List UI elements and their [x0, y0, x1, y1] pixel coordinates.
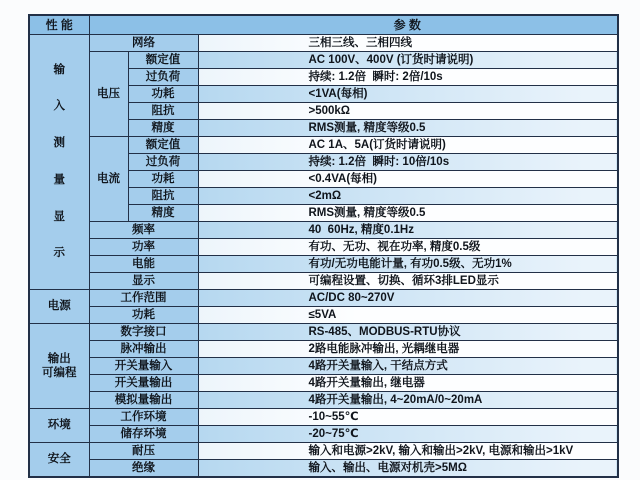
group-char: 量 [53, 173, 65, 186]
group-char: 显 [53, 210, 65, 223]
label-operating-env: 工作环境 [89, 408, 198, 425]
table-row [29, 306, 618, 323]
group-char: 输 [53, 63, 65, 76]
value-operating-env: -10~55℃ [198, 408, 618, 425]
label-analog-output: 模拟量输出 [89, 391, 198, 408]
label-storage-env: 储存环境 [89, 425, 198, 442]
table-row [29, 459, 618, 477]
group-char: 示 [53, 247, 65, 260]
value-digital-output: 4路开关量输出, 继电器 [198, 374, 618, 391]
value-voltage-consumption: <1VA(每相) [198, 85, 618, 102]
value-digital-input: 4路开关量输入, 干结点方式 [198, 357, 618, 374]
table-row [29, 442, 618, 459]
label-current-consumption: 功耗 [128, 170, 198, 187]
value-withstand-voltage: 输入和电源>2kV, 输入和输出>2kV, 电源和输出>1kV [198, 442, 618, 459]
group-current: 电流 [89, 136, 128, 221]
value-voltage-rated: AC 100V、400V (订货时请说明) [198, 51, 618, 68]
label-voltage-accuracy: 精度 [128, 119, 198, 136]
value-display: 可编程设置、切换、循环3排LED显示 [198, 272, 618, 289]
value-current-impedance: <2mΩ [198, 187, 618, 204]
value-analog-output: 4路开关量输出, 4~20mA/0~20mA [198, 391, 618, 408]
label-voltage-impedance: 阻抗 [128, 102, 198, 119]
label-display: 显示 [89, 272, 198, 289]
group-char: 测 [53, 137, 65, 150]
value-pulse-output: 2路电能脉冲输出, 光耦继电器 [198, 340, 618, 357]
table-row [29, 255, 618, 272]
label-voltage-overload: 过负荷 [128, 68, 198, 85]
table-row [29, 238, 618, 255]
group-output-programmable [29, 323, 89, 408]
table-row [29, 323, 618, 340]
label-current-rated: 额定值 [128, 136, 198, 153]
label-energy: 电能 [89, 255, 198, 272]
table-row [29, 391, 618, 408]
label-current-accuracy: 精度 [128, 204, 198, 221]
group-environment: 环境 [29, 408, 89, 442]
group-input-measure-display [29, 34, 89, 289]
value-insulation: 输入、输出、电源对机壳>5MΩ [198, 459, 618, 477]
header-performance: 性 能 [29, 15, 89, 34]
table-row [29, 374, 618, 391]
table-row [29, 272, 618, 289]
label-current-impedance: 阻抗 [128, 187, 198, 204]
label-supply-consumption: 功耗 [89, 306, 198, 323]
table-row [29, 408, 618, 425]
label-voltage-consumption: 功耗 [128, 85, 198, 102]
group-voltage: 电压 [89, 51, 128, 136]
value-frequency: 40 60Hz, 精度0.1Hz [198, 221, 618, 238]
label-supply-range: 工作范围 [89, 289, 198, 306]
header-row [29, 15, 618, 34]
label-current-overload: 过负荷 [128, 153, 198, 170]
table-row [29, 289, 618, 306]
group-output-line2: 可编程 [42, 366, 77, 379]
value-voltage-overload: 持续: 1.2倍 瞬时: 2倍/10s [198, 68, 618, 85]
value-current-rated: AC 1A、5A(订货时请说明) [198, 136, 618, 153]
table-row [29, 136, 618, 153]
label-frequency: 频率 [89, 221, 198, 238]
value-voltage-impedance: >500kΩ [198, 102, 618, 119]
header-parameter: 参 数 [89, 15, 618, 34]
spec-sheet [28, 14, 619, 478]
table-row [29, 425, 618, 442]
label-pulse-output: 脉冲输出 [89, 340, 198, 357]
label-voltage-rated: 额定值 [128, 51, 198, 68]
value-current-overload: 持续: 1.2倍 瞬时: 10倍/10s [198, 153, 618, 170]
value-supply-range: AC/DC 80~270V [198, 289, 618, 306]
table-row [29, 221, 618, 238]
group-output-line1: 输出 [47, 352, 71, 365]
group-power-supply: 电源 [29, 289, 89, 323]
value-current-consumption: <0.4VA(每相) [198, 170, 618, 187]
label-withstand-voltage: 耐压 [89, 442, 198, 459]
label-power: 功率 [89, 238, 198, 255]
label-digital-output: 开关量输出 [89, 374, 198, 391]
label-insulation: 绝缘 [89, 459, 198, 477]
group-input-vertical-label [31, 40, 88, 283]
label-digital-input: 开关量输入 [89, 357, 198, 374]
value-network: 三相三线、三相四线 [198, 34, 618, 51]
value-supply-consumption: ≤5VA [198, 306, 618, 323]
label-digital-interface: 数字接口 [89, 323, 198, 340]
spec-table [28, 14, 619, 478]
group-char: 入 [53, 100, 65, 113]
value-current-accuracy: RMS测量, 精度等级0.5 [198, 204, 618, 221]
value-digital-interface: RS-485、MODBUS-RTU协议 [198, 323, 618, 340]
value-power: 有功、无功、视在功率, 精度0.5级 [198, 238, 618, 255]
group-safety: 安全 [29, 442, 89, 477]
value-energy: 有功/无功电能计量, 有功0.5级、无功1% [198, 255, 618, 272]
label-network: 网络 [89, 34, 198, 51]
value-voltage-accuracy: RMS测量, 精度等级0.5 [198, 119, 618, 136]
table-row [29, 34, 618, 51]
table-row [29, 51, 618, 68]
group-output-label [31, 352, 88, 380]
table-row [29, 357, 618, 374]
table-row [29, 340, 618, 357]
value-storage-env: -20~75℃ [198, 425, 618, 442]
